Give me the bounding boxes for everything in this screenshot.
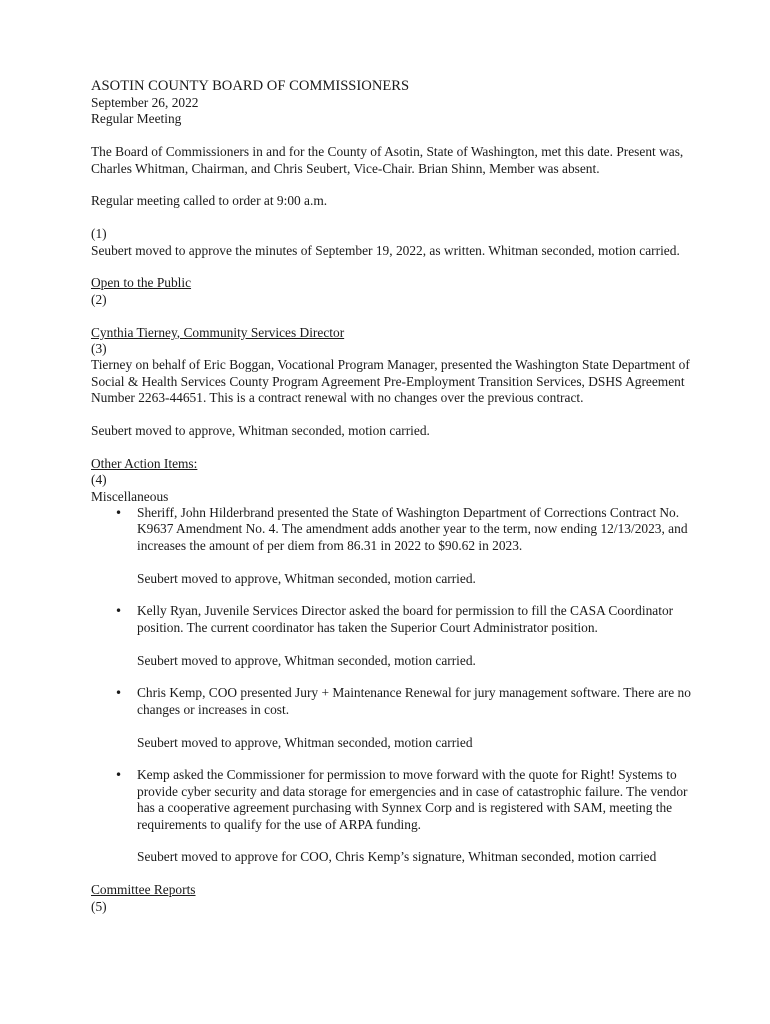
item-number: (1) — [91, 226, 107, 242]
list-item — [91, 603, 696, 685]
call-to-order: Regular meeting called to order at 9:00 a.m. — [91, 193, 328, 209]
spacer — [91, 259, 696, 275]
section-heading-committee: Committee Reports — [91, 882, 196, 898]
spacer — [91, 177, 696, 193]
intro-paragraph: The Board of Commissioners in and for the County of Asotin, State of Washington, met this date. Present was, Charles Whitman, Chairman, and Chris Seubert, Vice-Chair. Brian Shinn, Member was absent. — [91, 144, 684, 176]
spacer — [137, 669, 696, 685]
item-number: (5) — [91, 898, 107, 914]
section-heading-public: Open to the Public — [91, 275, 192, 291]
spacer — [91, 308, 696, 324]
section-heading-tierney: Cynthia Tierney, Community Services Director — [91, 324, 345, 340]
spacer — [137, 751, 696, 767]
list-item-text: • Kemp asked the Commissioner for permission to move forward with the quote for Right! Systems to provide cyber security and data storage for emergencies and in case of catastrophic failure. The vendor has a cooperative agreement purchasing with Synnex Corp and is registered with SAM, meeting the requirements to qualify for the use of ARPA funding. — [137, 767, 688, 832]
list-item-text: • Kelly Ryan, Juvenile Services Director asked the board for permission to fill the CASA Coordinator position. The current coordinator has taken the Superior Court Administrator position. — [137, 603, 674, 635]
motion-text: Seubert moved to approve, Whitman seconded, motion carried. — [137, 652, 476, 668]
motion-text: Seubert moved to approve for COO, Chris Kemp’s signature, Whitman seconded, motion carried — [137, 849, 657, 865]
item-number: (3) — [91, 341, 107, 357]
list-item — [91, 767, 696, 882]
document-title: ASOTIN COUNTY BOARD OF COMMISSIONERS — [91, 78, 410, 94]
meeting-date: September 26, 2022 — [91, 95, 199, 110]
spacer — [91, 439, 696, 455]
list-item — [91, 505, 696, 603]
item-number: (4) — [91, 472, 107, 488]
motion-text: Seubert moved to approve, Whitman seconded, motion carried. — [91, 423, 430, 439]
section-heading-other: Other Action Items: — [91, 455, 198, 471]
spacer — [91, 210, 696, 226]
meeting-type: Regular Meeting — [91, 111, 182, 127]
list-item — [91, 685, 696, 767]
spacer — [137, 587, 696, 603]
minutes-body — [91, 78, 696, 915]
action-items-list — [91, 505, 696, 882]
item-number: (2) — [91, 291, 107, 307]
subheading-miscellaneous: Miscellaneous — [91, 488, 169, 504]
tierney-paragraph: Tierney on behalf of Eric Boggan, Vocational Program Manager, presented the Washington State Department of Social & Health Services County Program Agreement Pre-Employment Transition Services, DSHS Agreement Number 2263-44651. This is a contract renewal with no changes over the previous contract. — [91, 357, 690, 406]
list-item-text: • Sheriff, John Hilderbrand presented the State of Washington Department of Corrections Contract No. K9637 Amendment No. 4. The amendment adds another year to the term, now ending 12/13/2023, and increases the amount of per diem from 86.31 in 2022 to $90.62 in 2023. — [137, 505, 688, 553]
spacer — [137, 866, 696, 882]
spacer — [91, 407, 696, 423]
spacer — [91, 128, 696, 144]
motion-text: Seubert moved to approve, Whitman seconded, motion carried. — [137, 570, 476, 586]
motion-text: Seubert moved to approve, Whitman seconded, motion carried — [137, 734, 473, 750]
minutes-approval: Seubert moved to approve the minutes of September 19, 2022, as written. Whitman seconded, motion carried. — [91, 242, 680, 258]
list-item-text: • Chris Kemp, COO presented Jury + Maintenance Renewal for jury management software. There are no changes or increases in cost. — [137, 685, 691, 717]
